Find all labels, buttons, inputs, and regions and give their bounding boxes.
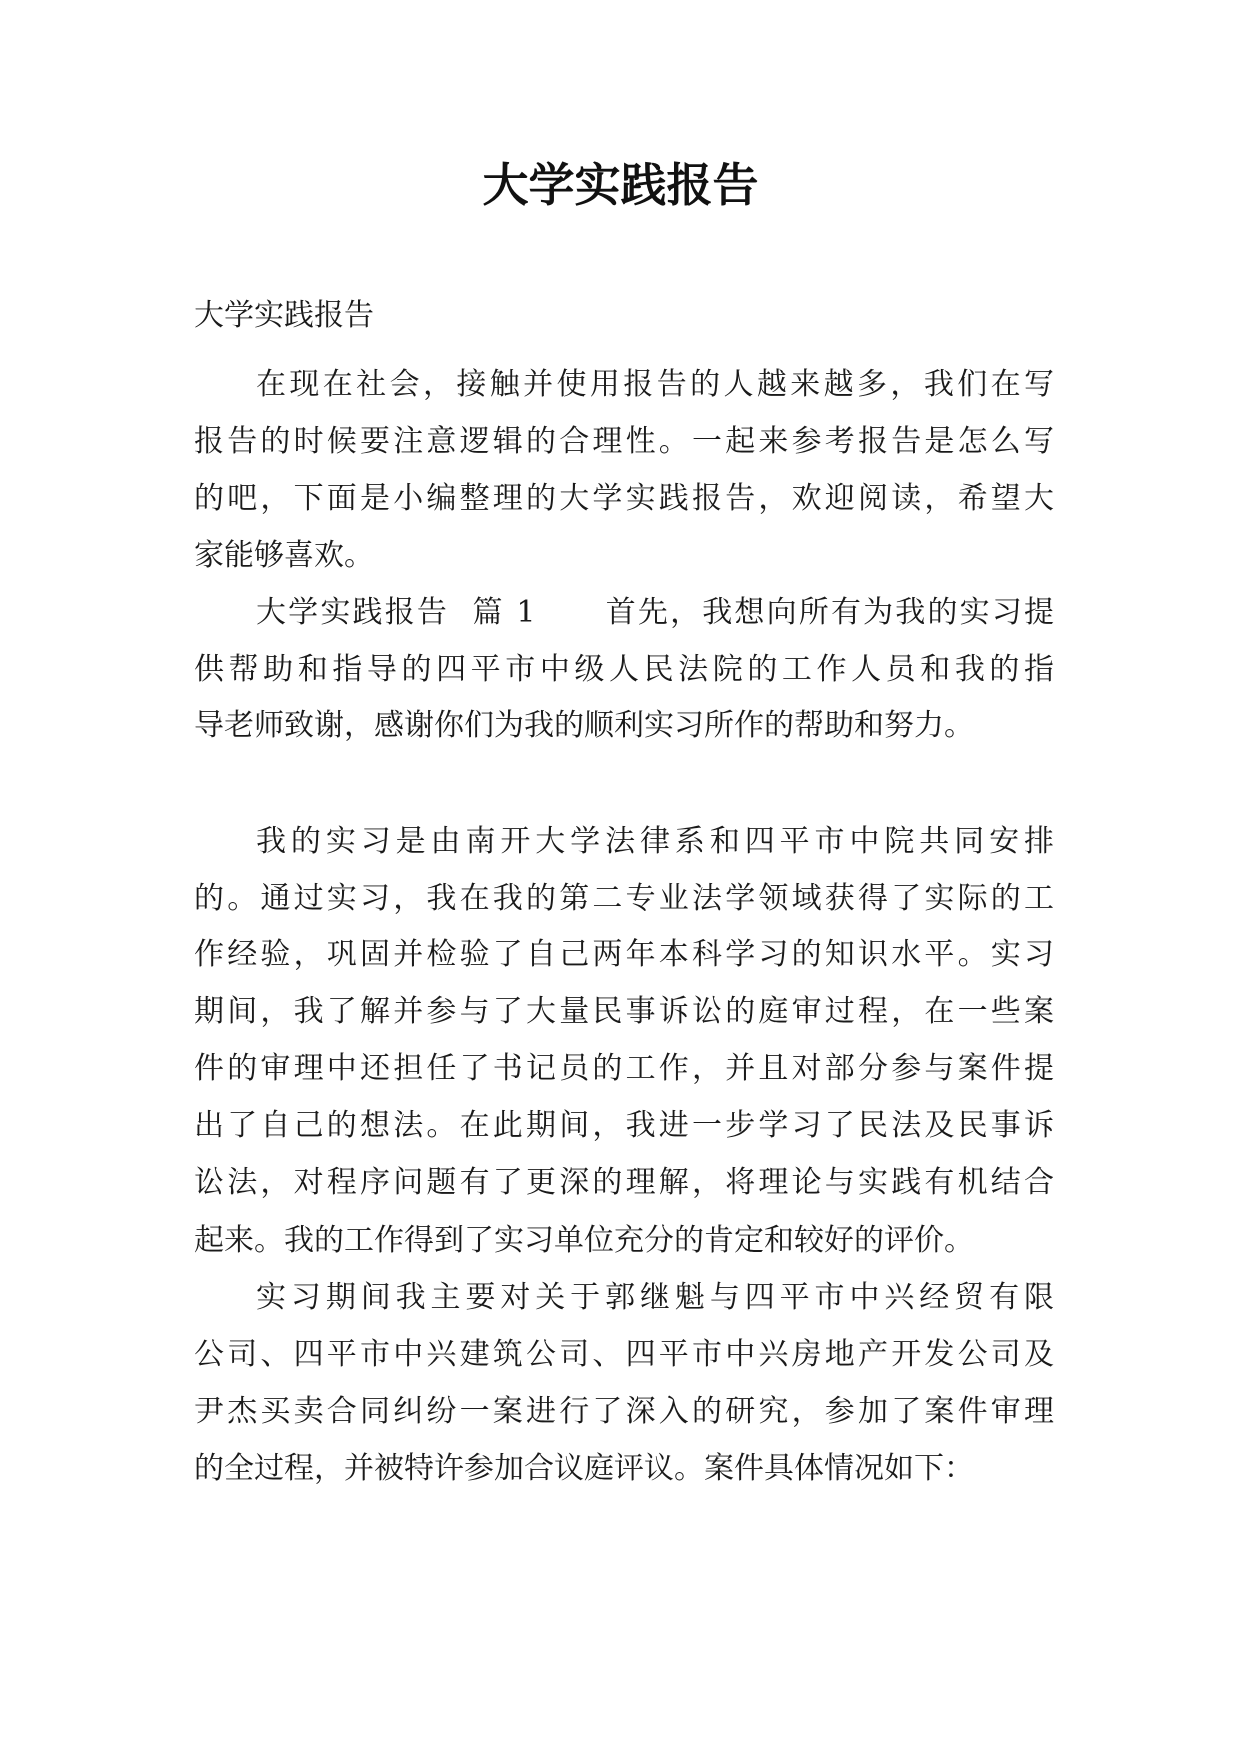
paragraph-line: 家能够喜欢。 — [194, 538, 374, 573]
paragraph-line: 我的实习是由南开大学法律系和四平市中院共同安排 — [256, 824, 1054, 859]
paragraph-line: 供帮助和指导的四平市中级人民法院的工作人员和我的指 — [194, 652, 1054, 687]
paragraph-line: 起来。我的工作得到了实习单位充分的肯定和较好的评价。 — [194, 1223, 974, 1258]
paragraph-line: 导老师致谢，感谢你们为我的顺利实习所作的帮助和努力。 — [194, 708, 974, 743]
paragraph-line: 报告的时候要注意逻辑的合理性。一起来参考报告是怎么写 — [194, 424, 1054, 459]
paragraph-line: 实习期间我主要对关于郭继魁与四平市中兴经贸有限 — [256, 1280, 1054, 1315]
paragraph-line: 公司、四平市中兴建筑公司、四平市中兴房地产开发公司及 — [194, 1337, 1054, 1372]
paragraph-line: 的全过程，并被特许参加合议庭评议。案件具体情况如下： — [194, 1451, 974, 1486]
paragraph-line: 的。通过实习，我在我的第二专业法学领域获得了实际的工 — [194, 881, 1054, 916]
paragraph-line: 件的审理中还担任了书记员的工作，并且对部分参与案件提 — [194, 1051, 1054, 1086]
paragraph-line: 在现在社会，接触并使用报告的人越来越多，我们在写 — [256, 367, 1054, 402]
paragraph-line: 大学实践报告 篇 1 首先，我想向所有为我的实习提 — [256, 595, 1054, 630]
paragraph-line: 出了自己的想法。在此期间，我进一步学习了民法及民事诉 — [194, 1108, 1054, 1143]
paragraph-line: 作经验，巩固并检验了自己两年本科学习的知识水平。实习 — [194, 937, 1054, 972]
paragraph-line: 尹杰买卖合同纠纷一案进行了深入的研究，参加了案件审理 — [194, 1394, 1054, 1429]
paragraph-line: 的吧，下面是小编整理的大学实践报告，欢迎阅读，希望大 — [194, 481, 1054, 516]
paragraph-line: 讼法，对程序问题有了更深的理解，将理论与实践有机结合 — [194, 1165, 1054, 1200]
document-subtitle: 大学实践报告 — [194, 298, 374, 333]
document-title: 大学实践报告 — [482, 158, 759, 212]
paragraph-line: 期间，我了解并参与了大量民事诉讼的庭审过程，在一些案 — [194, 994, 1054, 1029]
